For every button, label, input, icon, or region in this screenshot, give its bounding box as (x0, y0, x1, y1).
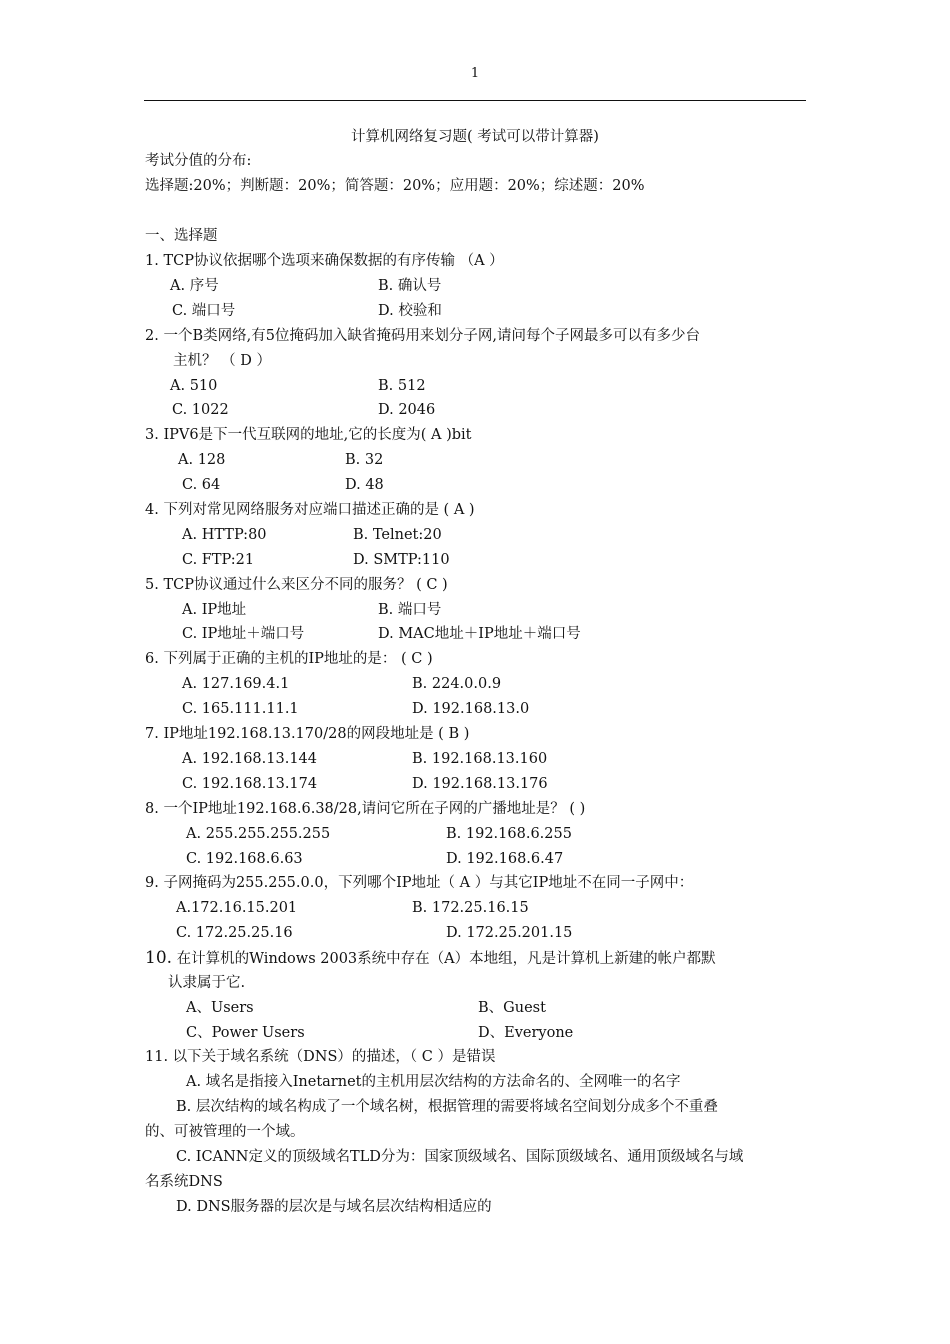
question-3-option-b: B. 32 (345, 452, 384, 468)
question-2-option-a: A. 510 (170, 378, 218, 394)
question-9-option-b: B. 172.25.16.15 (412, 900, 529, 916)
question-8-stem: 8. 一个IP地址192.168.6.38/28,请问它所在子网的广播地址是？ ( ) (145, 801, 586, 817)
question-9-option-a: A.172.16.15.201 (176, 900, 298, 916)
question-2-option-d: D. 2046 (378, 402, 436, 418)
question-5-option-b: B. 端口号 (378, 602, 442, 618)
question-9-stem: 9. 子网掩码为255.255.0.0，下列哪个IP地址（ A ）与其它IP地址不在同一子网中： (145, 875, 694, 891)
question-3-option-d: D. 48 (345, 477, 384, 493)
question-11-option-c-continued: 名系统DNS (145, 1174, 223, 1190)
question-7-option-d: D. 192.168.13.176 (412, 776, 548, 792)
question-4-option-d: D. SMTP:110 (353, 552, 450, 568)
question-4-option-b: B. Telnet:20 (353, 527, 442, 543)
question-11-option-c: C. ICANN定义的顶级域名TLD分为：国家顶级域名、国际顶级域名、通用顶级域名与域 (176, 1149, 744, 1165)
question-11-option-b: B. 层次结构的域名构成了一个域名树，根据管理的需要将域名空间划分成多个不重叠 (176, 1099, 718, 1115)
header-rule (144, 100, 806, 101)
question-3-stem: 3. IPV6是下一代互联网的地址,它的长度为( A )bit (145, 427, 472, 443)
question-11-stem: 11. 以下关于域名系统（DNS）的描述，（ C ）是错误 (145, 1049, 496, 1065)
question-10-option-c: C、Power Users (186, 1025, 305, 1041)
question-7-option-a: A. 192.168.13.144 (182, 751, 317, 767)
question-6-option-d: D. 192.168.13.0 (412, 701, 530, 717)
document-title: 计算机网络复习题( 考试可以带计算器) (351, 129, 599, 145)
question-3-option-c: C. 64 (182, 477, 221, 493)
question-10-stem-line (145, 950, 716, 967)
question-11-option-a: A. 域名是指接入Inetarnet的主机用层次结构的方法命名的、全网唯一的名字 (186, 1074, 681, 1090)
question-6-stem: 6. 下列属于正确的主机的IP地址的是： ( C ) (145, 651, 433, 667)
question-4-option-a: A. HTTP:80 (182, 527, 267, 543)
question-8-option-d: D. 192.168.6.47 (446, 851, 564, 867)
question-5-option-a: A. IP地址 (182, 602, 247, 618)
question-1-option-c: C. 端口号 (172, 303, 236, 319)
question-6-option-b: B. 224.0.0.9 (412, 676, 502, 692)
section-heading: 一、选择题 (145, 228, 218, 244)
question-10-stem: 在计算机的Windows 2003系统中存在（A）本地组，凡是计算机上新建的帐户都默 (172, 951, 716, 967)
question-1-stem: 1. TCP协议依据哪个选项来确保数据的有序传输 （A ） (145, 253, 504, 269)
question-3-option-a: A. 128 (178, 452, 226, 468)
page-number: 1 (470, 66, 480, 81)
question-8-option-b: B. 192.168.6.255 (446, 826, 572, 842)
question-10-stem-continued: 认隶属于它. (168, 975, 246, 991)
question-6-option-c: C. 165.111.11.1 (182, 701, 299, 717)
question-5-option-d: D. MAC地址＋IP地址＋端口号 (378, 626, 581, 642)
question-1-option-b: B. 确认号 (378, 278, 442, 294)
question-2-option-c: C. 1022 (172, 402, 229, 418)
question-4-stem: 4. 下列对常见网络服务对应端口描述正确的是 ( A ) (145, 502, 475, 518)
question-2-option-b: B. 512 (378, 378, 426, 394)
question-4-option-c: C. FTP:21 (182, 552, 255, 568)
question-9-option-c: C. 172.25.25.16 (176, 925, 293, 941)
question-1-option-d: D. 校验和 (378, 303, 442, 319)
question-10-option-d: D、Everyone (478, 1025, 574, 1041)
question-7-stem: 7. IP地址192.168.13.170/28的网段地址是 ( B ) (145, 726, 470, 742)
question-10-option-a: A、Users (186, 1000, 254, 1016)
question-11-option-d: D. DNS服务器的层次是与域名层次结构相适应的 (176, 1199, 492, 1215)
score-heading: 考试分值的分布: (145, 153, 252, 169)
question-10-number: 10. (145, 948, 173, 968)
question-11-option-b-continued: 的、可被管理的一个域。 (145, 1124, 305, 1140)
question-2-stem-continued: 主机？ （ D ） (173, 353, 271, 369)
question-5-stem: 5. TCP协议通过什么来区分不同的服务？ ( C ) (145, 577, 448, 593)
question-10-option-b: B、Guest (478, 1000, 546, 1016)
question-8-option-a: A. 255.255.255.255 (186, 826, 331, 842)
question-8-option-c: C. 192.168.6.63 (186, 851, 303, 867)
question-7-option-c: C. 192.168.13.174 (182, 776, 318, 792)
question-1-option-a: A. 序号 (170, 278, 219, 294)
question-2-stem: 2. 一个B类网络,有5位掩码加入缺省掩码用来划分子网,请问每个子网最多可以有多少台 (145, 328, 701, 344)
question-6-option-a: A. 127.169.4.1 (182, 676, 290, 692)
question-7-option-b: B. 192.168.13.160 (412, 751, 548, 767)
question-9-option-d: D. 172.25.201.15 (446, 925, 573, 941)
score-distribution: 选择题:20%；判断题：20%；简答题：20%；应用题：20%；综述题：20% (145, 178, 645, 194)
question-5-option-c: C. IP地址＋端口号 (182, 626, 305, 642)
